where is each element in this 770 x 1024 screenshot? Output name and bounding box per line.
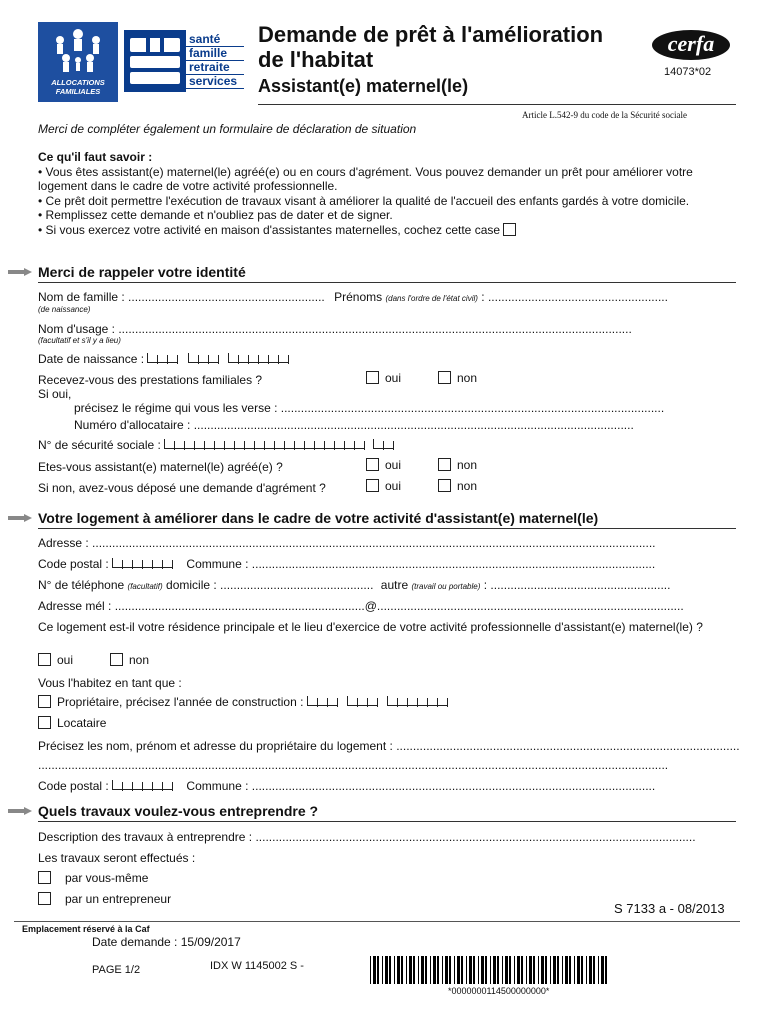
msa-word-sante: santé (186, 33, 244, 47)
birth-day-boxes[interactable] (147, 353, 178, 363)
caf-logo-line1: ALLOCATIONS (51, 78, 105, 87)
form-reference: S 7133 a - 08/2013 (614, 901, 725, 916)
depose-question: Si non, avez-vous déposé une demande d'agrément ? (38, 481, 326, 495)
entrepreneur-row (38, 892, 171, 906)
mel-label: Adresse mél : (38, 599, 112, 613)
commune-field[interactable]: ......................................................................................................................... (251, 557, 656, 571)
vous-meme-row (38, 871, 148, 885)
code-postal-label: Code postal : (38, 557, 109, 571)
nom-usage-field[interactable]: .......................................................................................................................................................... (118, 322, 632, 336)
habitez-label: Vous l'habitez en tant que : (38, 676, 182, 690)
section-arrow-icon (8, 514, 32, 522)
section1-rule (38, 282, 736, 283)
non-label: non (129, 653, 150, 667)
si-oui-label: Si oui, (38, 387, 72, 401)
oui-label: oui (57, 653, 74, 667)
numero-alloc-field[interactable]: .................................................................................................................................... (193, 418, 634, 432)
cerfa-logo: cerfa (652, 30, 730, 60)
prestations-oui[interactable] (366, 371, 401, 385)
intro-note: Merci de compléter également un formulaire de déclaration de situation (38, 122, 417, 136)
non-label: non (457, 371, 478, 385)
description-label: Description des travaux à entreprendre : (38, 830, 253, 844)
non-label: non (457, 479, 478, 493)
section-arrow-icon (8, 268, 32, 276)
msa-tagline (186, 33, 244, 89)
mel-field[interactable]: ...........................................................................@............................................................................................ (114, 599, 684, 613)
msa-word-retraite: retraite (186, 61, 244, 75)
proprio-code-postal-boxes[interactable] (112, 780, 173, 790)
nom-famille-note: (de naissance) (38, 305, 91, 314)
section3-title: Quels travaux voulez-vous entreprendre ? (38, 803, 319, 819)
adresse-label: Adresse : (38, 536, 89, 550)
nom-famille-label: Nom de famille : (38, 290, 125, 304)
proprio-code-postal-row (38, 779, 655, 793)
nom-usage-label: Nom d'usage : (38, 322, 115, 336)
footer-rule (14, 921, 740, 922)
header-rule (258, 104, 736, 105)
msa-word-services: services (186, 75, 244, 89)
construction-year-boxes[interactable] (387, 696, 448, 706)
code-postal-boxes[interactable] (112, 558, 173, 568)
entrepreneur-label: par un entrepreneur (65, 892, 172, 906)
section3-rule (38, 821, 736, 822)
secu-key-boxes[interactable] (373, 439, 394, 449)
title-line-1: Demande de prêt à l'amélioration (258, 22, 604, 47)
prenoms-field[interactable]: ...................................................... (487, 290, 668, 304)
construction-month-boxes[interactable] (347, 696, 378, 706)
vous-meme-checkbox[interactable] (38, 871, 51, 884)
prenoms-note: (dans l'ordre de l'état civil) (385, 294, 478, 303)
autre-label: autre (380, 578, 409, 592)
prestations-non[interactable] (438, 371, 477, 385)
prestations-question: Recevez-vous des prestations familiales ? (38, 373, 263, 387)
oui-label: oui (385, 371, 402, 385)
autre-field[interactable]: ...................................................... (490, 578, 671, 592)
proprietaire-checkbox[interactable] (38, 695, 51, 708)
regime-row (74, 401, 664, 415)
info-heading: Ce qu'il faut savoir : (38, 150, 153, 164)
description-field[interactable]: .................................................................................................................................... (255, 830, 696, 844)
proprietaire-label: Propriétaire, précisez l'année de construction : (57, 695, 304, 709)
description-row (38, 830, 696, 844)
residence-non[interactable] (110, 653, 149, 667)
vous-meme-label: par vous-même (65, 871, 149, 885)
autre-note: (travail ou portable) (411, 582, 481, 591)
form-title (258, 22, 603, 72)
entrepreneur-checkbox[interactable] (38, 892, 51, 905)
regime-field[interactable]: ................................................................................................................... (280, 401, 665, 415)
construction-day-boxes[interactable] (307, 696, 338, 706)
reserve-caf-label: Emplacement réservé à la Caf (22, 924, 150, 934)
proprio-info-label: Précisez les nom, prénom et adresse du propriétaire du logement : (38, 739, 393, 753)
birth-year-boxes[interactable] (228, 353, 289, 363)
date-naissance-label: Date de naissance : (38, 352, 145, 366)
prenoms-label: Prénoms (334, 290, 383, 304)
residence-oui-checkbox[interactable] (38, 653, 51, 666)
title-line-2: de l'habitat (258, 47, 374, 72)
msa-logo (124, 30, 186, 92)
secu-row (38, 438, 394, 452)
info-bullet-4: • Si vous exercez votre activité en maison d'assistantes maternelles, cochez cette case (38, 222, 501, 237)
depose-oui-checkbox[interactable] (366, 479, 379, 492)
agree-oui-checkbox[interactable] (366, 458, 379, 471)
info-bullet-2: • Ce prêt doit permettre l'exécution de travaux visant à améliorer la qualité de l'accueil des enfants gardés à votre domicile. (38, 193, 690, 208)
idx-code: IDX W 1145002 S - (210, 960, 304, 972)
proprio-info-row (38, 739, 740, 753)
barcode-icon (370, 956, 608, 984)
adresse-row (38, 536, 656, 550)
section2-title: Votre logement à améliorer dans le cadre de votre activité d'assistant(e) maternel(le) (38, 510, 599, 526)
residence-oui[interactable] (38, 653, 73, 667)
residence-non-checkbox[interactable] (110, 653, 123, 666)
prestations-row (38, 373, 262, 387)
section2-rule (38, 528, 736, 529)
cerfa-number: 14073*02 (664, 66, 712, 78)
section1-title: Merci de rappeler votre identité (38, 264, 246, 280)
prestations-non-checkbox[interactable] (438, 371, 451, 384)
barcode-number: *0000000114500000000* (448, 986, 550, 996)
date-naissance-row (38, 352, 289, 366)
date-demande: Date demande : 15/09/2017 (92, 935, 241, 949)
info-bullet-1: • Vous êtes assistant(e) maternel(le) agréé(e) ou en cours d'agrément. Vous pouvez demander un prêt pour améliorer votre logement dans le cadre de votre activité professionnelle. (38, 164, 693, 193)
article-reference: Article L.542-9 du code de la Sécurité sociale (522, 110, 687, 120)
locataire-row (38, 716, 106, 730)
depose-oui[interactable] (366, 479, 401, 493)
proprio-commune-field[interactable]: ......................................................................................................................... (251, 779, 656, 793)
telephone-row: N° de téléphone (facultatif) domicile : .............................................. autre (travail ou portable) : ...................................................... (38, 578, 671, 592)
mel-row (38, 599, 684, 613)
commune-label: Commune : (186, 779, 249, 793)
domicile-label: domicile : (166, 578, 217, 592)
nom-usage-note: (facultatif et s'il y a lieu) (38, 336, 121, 345)
numero-alloc-row (74, 418, 634, 432)
code-postal-row (38, 557, 655, 571)
depose-non-checkbox[interactable] (438, 479, 451, 492)
prestations-oui-checkbox[interactable] (366, 371, 379, 384)
caf-logo-line2: FAMILIALES (55, 87, 101, 96)
proprio-info-field[interactable]: ....................................................................................................... (396, 739, 740, 753)
info-block (38, 150, 738, 237)
effectues-label: Les travaux seront effectués : (38, 851, 196, 865)
nom-famille-row: Nom de famille : ........................................................... Prénoms (dans l'ordre de l'état civil) : ...................................................... (38, 290, 668, 304)
info-bullet-3: • Remplissez cette demande et n'oubliez pas de dater et de signer. (38, 208, 393, 222)
agree-question: Etes-vous assistant(e) maternel(le) agréé(e) ? (38, 460, 283, 474)
adresse-field[interactable]: ......................................................................................................................................................................... (92, 536, 656, 550)
proprietaire-row (38, 695, 448, 709)
telephone-note: (facultatif) (127, 582, 163, 591)
proprio-info-field-2[interactable]: ............................................................................................................................................................................................. (38, 758, 669, 772)
caf-logo (38, 22, 118, 102)
residence-question: Ce logement est-il votre résidence principale et le lieu d'exercice de votre activité professionnelle d'assistant(e) maternel(le) ? (38, 620, 703, 634)
telephone-label: N° de téléphone (38, 578, 125, 592)
locataire-label: Locataire (57, 716, 107, 730)
section-arrow-icon (8, 807, 32, 815)
regime-label: précisez le régime qui vous les verse : (74, 401, 278, 415)
form-subtitle: Assistant(e) maternel(le) (258, 76, 469, 96)
locataire-checkbox[interactable] (38, 716, 51, 729)
birth-month-boxes[interactable] (188, 353, 219, 363)
oui-label: oui (385, 479, 402, 493)
oui-label: oui (385, 458, 402, 472)
secu-label: N° de sécurité sociale : (38, 438, 161, 452)
mam-checkbox[interactable] (503, 223, 516, 236)
agree-non[interactable] (438, 458, 477, 472)
numero-alloc-label: Numéro d'allocataire : (74, 418, 191, 432)
agree-non-checkbox[interactable] (438, 458, 451, 471)
page-number: PAGE 1/2 (92, 964, 141, 976)
commune-label: Commune : (186, 557, 249, 571)
nom-famille-field[interactable]: ........................................................... (128, 290, 325, 304)
code-postal-label: Code postal : (38, 779, 109, 793)
depose-non[interactable] (438, 479, 477, 493)
non-label: non (457, 458, 478, 472)
nom-usage-row (38, 322, 632, 336)
secu-number-boxes[interactable] (164, 439, 365, 449)
caf-family-icon (46, 26, 110, 78)
msa-word-famille: famille (186, 47, 244, 61)
agree-oui[interactable] (366, 458, 401, 472)
domicile-field[interactable]: .............................................. (220, 578, 374, 592)
